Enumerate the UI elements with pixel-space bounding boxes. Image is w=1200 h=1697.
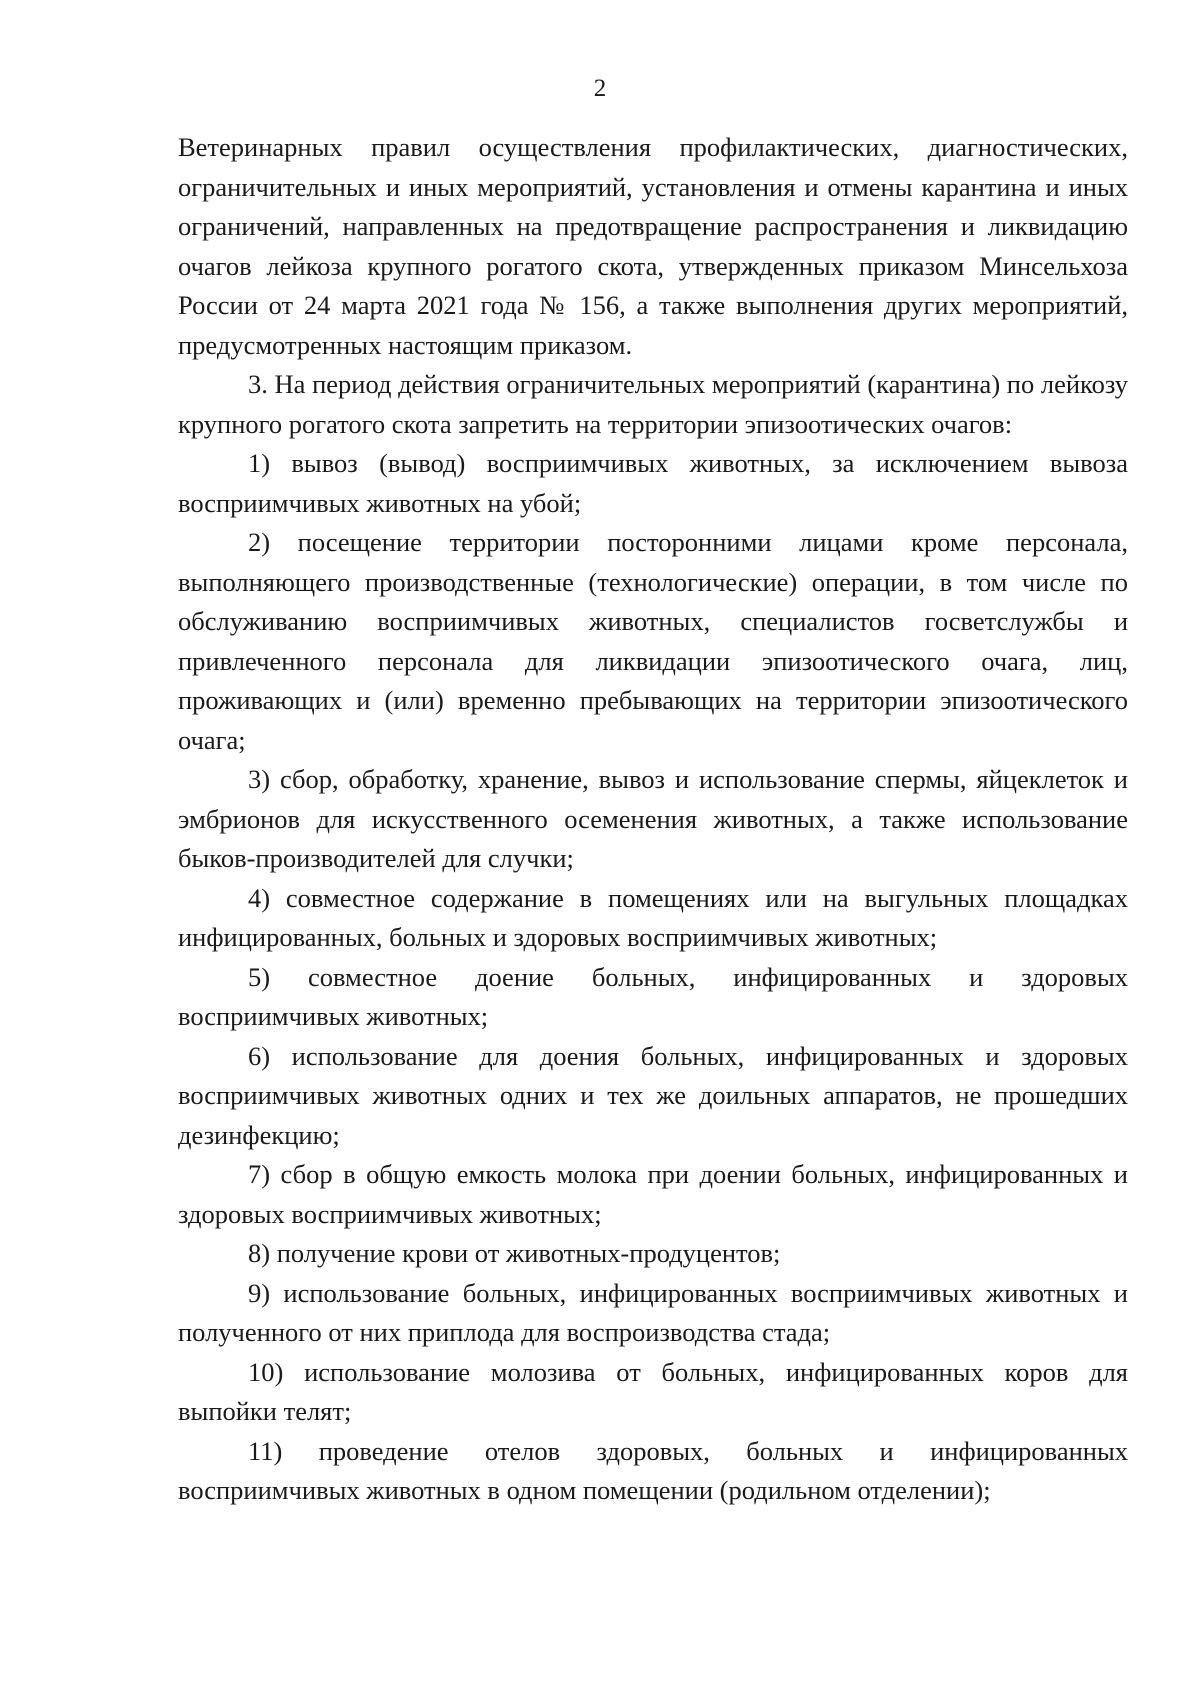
paragraph-item-3: 3. На период действия ограничительных мероприятий (карантина) по лейкозу крупного рогатого скота запретить на территории эпизоотических очагов: [178, 369, 1128, 439]
list-item: 3) сбор, обработку, хранение, вывоз и использование спермы, яйцеклеток и эмбрионов для искусственного осеменения животных, а также использование быков-производителей для случки; [178, 764, 1128, 873]
list-item: 11) проведение отелов здоровых, больных и инфицированных восприимчивых животных в одном помещении (родильном отделении); [178, 1435, 1128, 1505]
list-item: 6) использование для доения больных, инфицированных и здоровых восприимчивых животных одних и тех же доильных аппаратов, не прошедших дезинфекцию; [178, 1040, 1128, 1150]
paragraph-intro: Ветеринарных правил осуществления профилактических, диагностических, ограничительных и иных мероприятий, установления и отмены карантина и иных ограничений, направленных на предотвращение распространения и ликвидацию очагов лейкоза крупного рогатого скота, утвержденных приказом Минсельхоза России от 24 марта 2021 года № 156, а также выполнения других мероприятий, предусмотренных настоящим приказом. [178, 132, 1128, 360]
page-number: 2 [593, 75, 607, 102]
list-item: 4) совместное содержание в помещениях или на выгульных площадках инфицированных, больных и здоровых восприимчивых животных; [178, 882, 1128, 952]
list-item: 1) вывоз (вывод) восприимчивых животных, за исключением вывоза восприимчивых животных на убой; [178, 448, 1128, 518]
list-item: 8) получение крови от животных-продуцентов; [248, 1238, 781, 1268]
document-body [178, 128, 1128, 1511]
list-item: 2) посещение территории посторонними лицами кроме персонала, выполняющего производственные (технологические) операции, в том числе по обслуживанию восприимчивых животных, специалистов госветслужбы и привлеченного персонала для ликвидации эпизоотического очага, лиц, проживающих и (или) временно пребывающих на территории эпизоотического очага; [178, 527, 1128, 755]
list-item: 9) использование больных, инфицированных восприимчивых животных и полученного от них приплода для воспроизводства стада; [178, 1277, 1128, 1347]
list-item: 5) совместное доение больных, инфицированных и здоровых восприимчивых животных; [178, 961, 1128, 1031]
list-item: 7) сбор в общую емкость молока при доении больных, инфицированных и здоровых восприимчивых животных; [178, 1159, 1128, 1229]
list-item: 10) использование молозива от больных, инфицированных коров для выпойки телят; [178, 1356, 1128, 1426]
